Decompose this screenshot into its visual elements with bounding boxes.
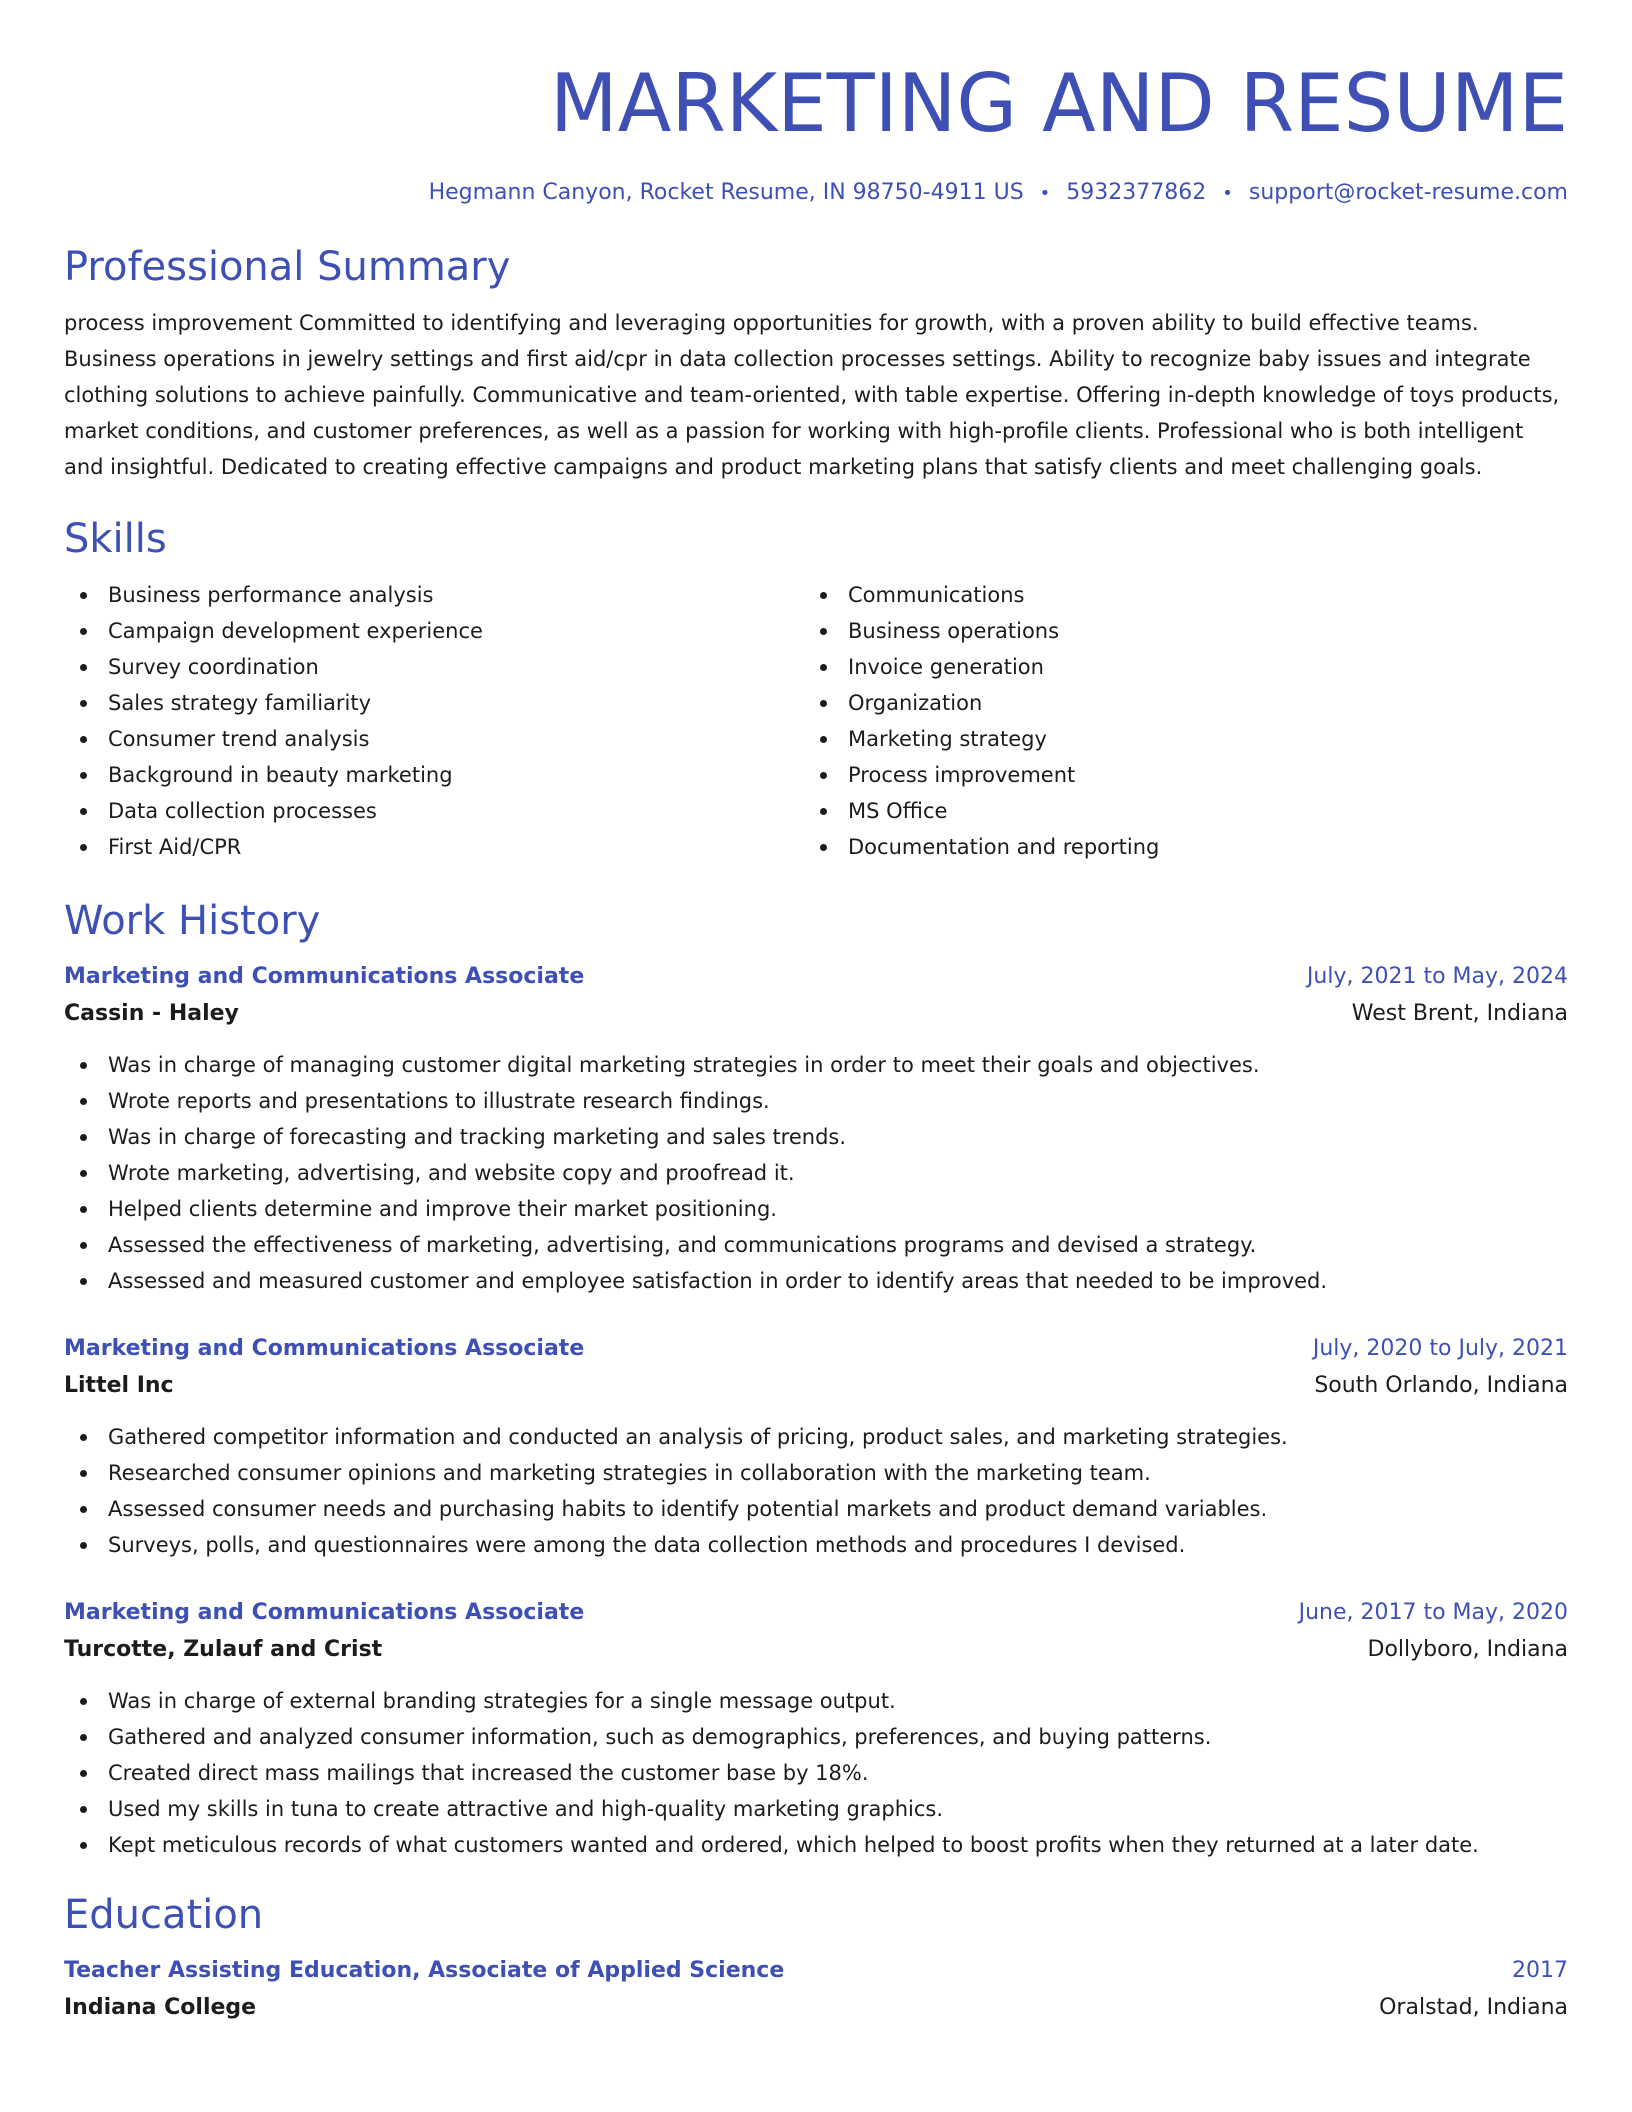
skill-item: Organization [804, 685, 1544, 721]
job-dates: July, 2020 to July, 2021 [1312, 1336, 1568, 1361]
job-bullets [64, 1683, 1568, 1863]
job-bullet: Assessed consumer needs and purchasing habits to identify potential markets and product demand variables. [64, 1491, 1568, 1527]
job-header-row [64, 1331, 1568, 1367]
contact-line [64, 178, 1568, 209]
separator-dot: • [1222, 183, 1233, 204]
education-header-row [64, 1953, 1568, 1989]
job-bullets [64, 1419, 1568, 1563]
skills-list-right [804, 577, 1544, 865]
job-location: South Orlando, Indiana [1314, 1373, 1568, 1398]
work-history-section [64, 895, 1568, 1863]
professional-summary-section [64, 241, 1568, 485]
job-company-row [64, 995, 1568, 1033]
job-dates: July, 2021 to May, 2024 [1306, 964, 1568, 989]
education-section [64, 1889, 1568, 2027]
phone: 5932377862 [1066, 180, 1207, 205]
skill-item: Marketing strategy [804, 721, 1544, 757]
skill-item: Invoice generation [804, 649, 1544, 685]
skill-item: Survey coordination [64, 649, 804, 685]
section-title-education: Education [64, 1892, 264, 1938]
company-name: Cassin - Haley [64, 1001, 239, 1026]
job-bullets [64, 1047, 1568, 1299]
job-bullet: Gathered competitor information and conducted an analysis of pricing, product sales, and marketing strategies. [64, 1419, 1568, 1455]
skill-item: Process improvement [804, 757, 1544, 793]
job-bullet: Was in charge of external branding strategies for a single message output. [64, 1683, 1568, 1719]
job-bullet: Wrote reports and presentations to illustrate research findings. [64, 1083, 1568, 1119]
address: Hegmann Canyon, Rocket Resume, IN 98750-4911 US [428, 180, 1024, 205]
job-bullet: Was in charge of managing customer digital marketing strategies in order to meet their goals and objectives. [64, 1047, 1568, 1083]
section-title-work: Work History [64, 898, 321, 944]
job-bullet: Created direct mass mailings that increased the customer base by 18%. [64, 1755, 1568, 1791]
job-bullet: Assessed the effectiveness of marketing, advertising, and communications programs and devised a strategy. [64, 1227, 1568, 1263]
skills-columns [64, 577, 1568, 865]
job-bullet: Was in charge of forecasting and tracking marketing and sales trends. [64, 1119, 1568, 1155]
candidate-name: MARKETING AND RESUME [550, 57, 1568, 150]
separator-dot: • [1039, 183, 1051, 204]
job-bullet: Researched consumer opinions and marketing strategies in collaboration with the marketing team. [64, 1455, 1568, 1491]
skills-list-left [64, 577, 804, 865]
graduation-year: 2017 [1512, 1958, 1568, 1983]
job-company-row [64, 1631, 1568, 1669]
job-title: Marketing and Communications Associate [64, 1600, 585, 1625]
job-title: Marketing and Communications Associate [64, 1336, 585, 1361]
job-bullet: Helped clients determine and improve their market positioning. [64, 1191, 1568, 1227]
job-bullet: Used my skills in tuna to create attractive and high-quality marketing graphics. [64, 1791, 1568, 1827]
job-header-row [64, 959, 1568, 995]
skill-item: Documentation and reporting [804, 829, 1544, 865]
skill-item: Communications [804, 577, 1544, 613]
summary-text: process improvement Committed to identifying and leveraging opportunities for growth, with a proven ability to build effective teams. Business operations in jewelry settings and first aid/cpr in data collection processes settings. Ability to recognize baby issues and integrate clothing solutions to achieve painfully. Communicative and team-oriented, with table expertise. Offering in-depth knowledge of toys products, market conditions, and customer preferences, as well as a passion for working with high-profile clients. Professional who is both intelligent and insightful. Dedicated to creating effective campaigns and product marketing plans that satisfy clients and meet challenging goals. [64, 311, 1560, 479]
company-name: Littel Inc [64, 1373, 174, 1398]
job-entry [64, 1331, 1568, 1563]
skill-item: Sales strategy familiarity [64, 685, 804, 721]
resume-header [64, 56, 1568, 209]
section-title-skills: Skills [64, 516, 167, 562]
job-header-row [64, 1595, 1568, 1631]
email-link[interactable]: support@rocket-resume.com [1248, 180, 1568, 205]
job-bullet: Assessed and measured customer and employee satisfaction in order to identify areas that needed to be improved. [64, 1263, 1568, 1299]
job-bullet: Wrote marketing, advertising, and website copy and proofread it. [64, 1155, 1568, 1191]
skill-item: Consumer trend analysis [64, 721, 804, 757]
school-location: Oralstad, Indiana [1379, 1995, 1568, 2020]
company-name: Turcotte, Zulauf and Crist [64, 1637, 383, 1662]
degree: Teacher Assisting Education, Associate of Applied Science [64, 1958, 785, 1983]
skill-item: Business operations [804, 613, 1544, 649]
section-title-summary: Professional Summary [64, 244, 511, 290]
job-bullet: Surveys, polls, and questionnaires were among the data collection methods and procedures I devised. [64, 1527, 1568, 1563]
skill-item: Campaign development experience [64, 613, 804, 649]
skill-item: Data collection processes [64, 793, 804, 829]
job-dates: June, 2017 to May, 2020 [1298, 1600, 1568, 1625]
skill-item: MS Office [804, 793, 1544, 829]
school-name: Indiana College [64, 1995, 257, 2020]
skill-item: First Aid/CPR [64, 829, 804, 865]
skills-section [64, 513, 1568, 865]
job-bullet: Kept meticulous records of what customers wanted and ordered, which helped to boost profits when they returned at a later date. [64, 1827, 1568, 1863]
skill-item: Background in beauty marketing [64, 757, 804, 793]
job-entry [64, 1595, 1568, 1863]
skill-item: Business performance analysis [64, 577, 804, 613]
job-location: West Brent, Indiana [1351, 1001, 1568, 1026]
job-location: Dollyboro, Indiana [1367, 1637, 1568, 1662]
job-title: Marketing and Communications Associate [64, 964, 585, 989]
job-company-row [64, 1367, 1568, 1405]
job-entry [64, 959, 1568, 1299]
job-bullet: Gathered and analyzed consumer information, such as demographics, preferences, and buying patterns. [64, 1719, 1568, 1755]
education-school-row [64, 1989, 1568, 2027]
education-entry [64, 1953, 1568, 2027]
